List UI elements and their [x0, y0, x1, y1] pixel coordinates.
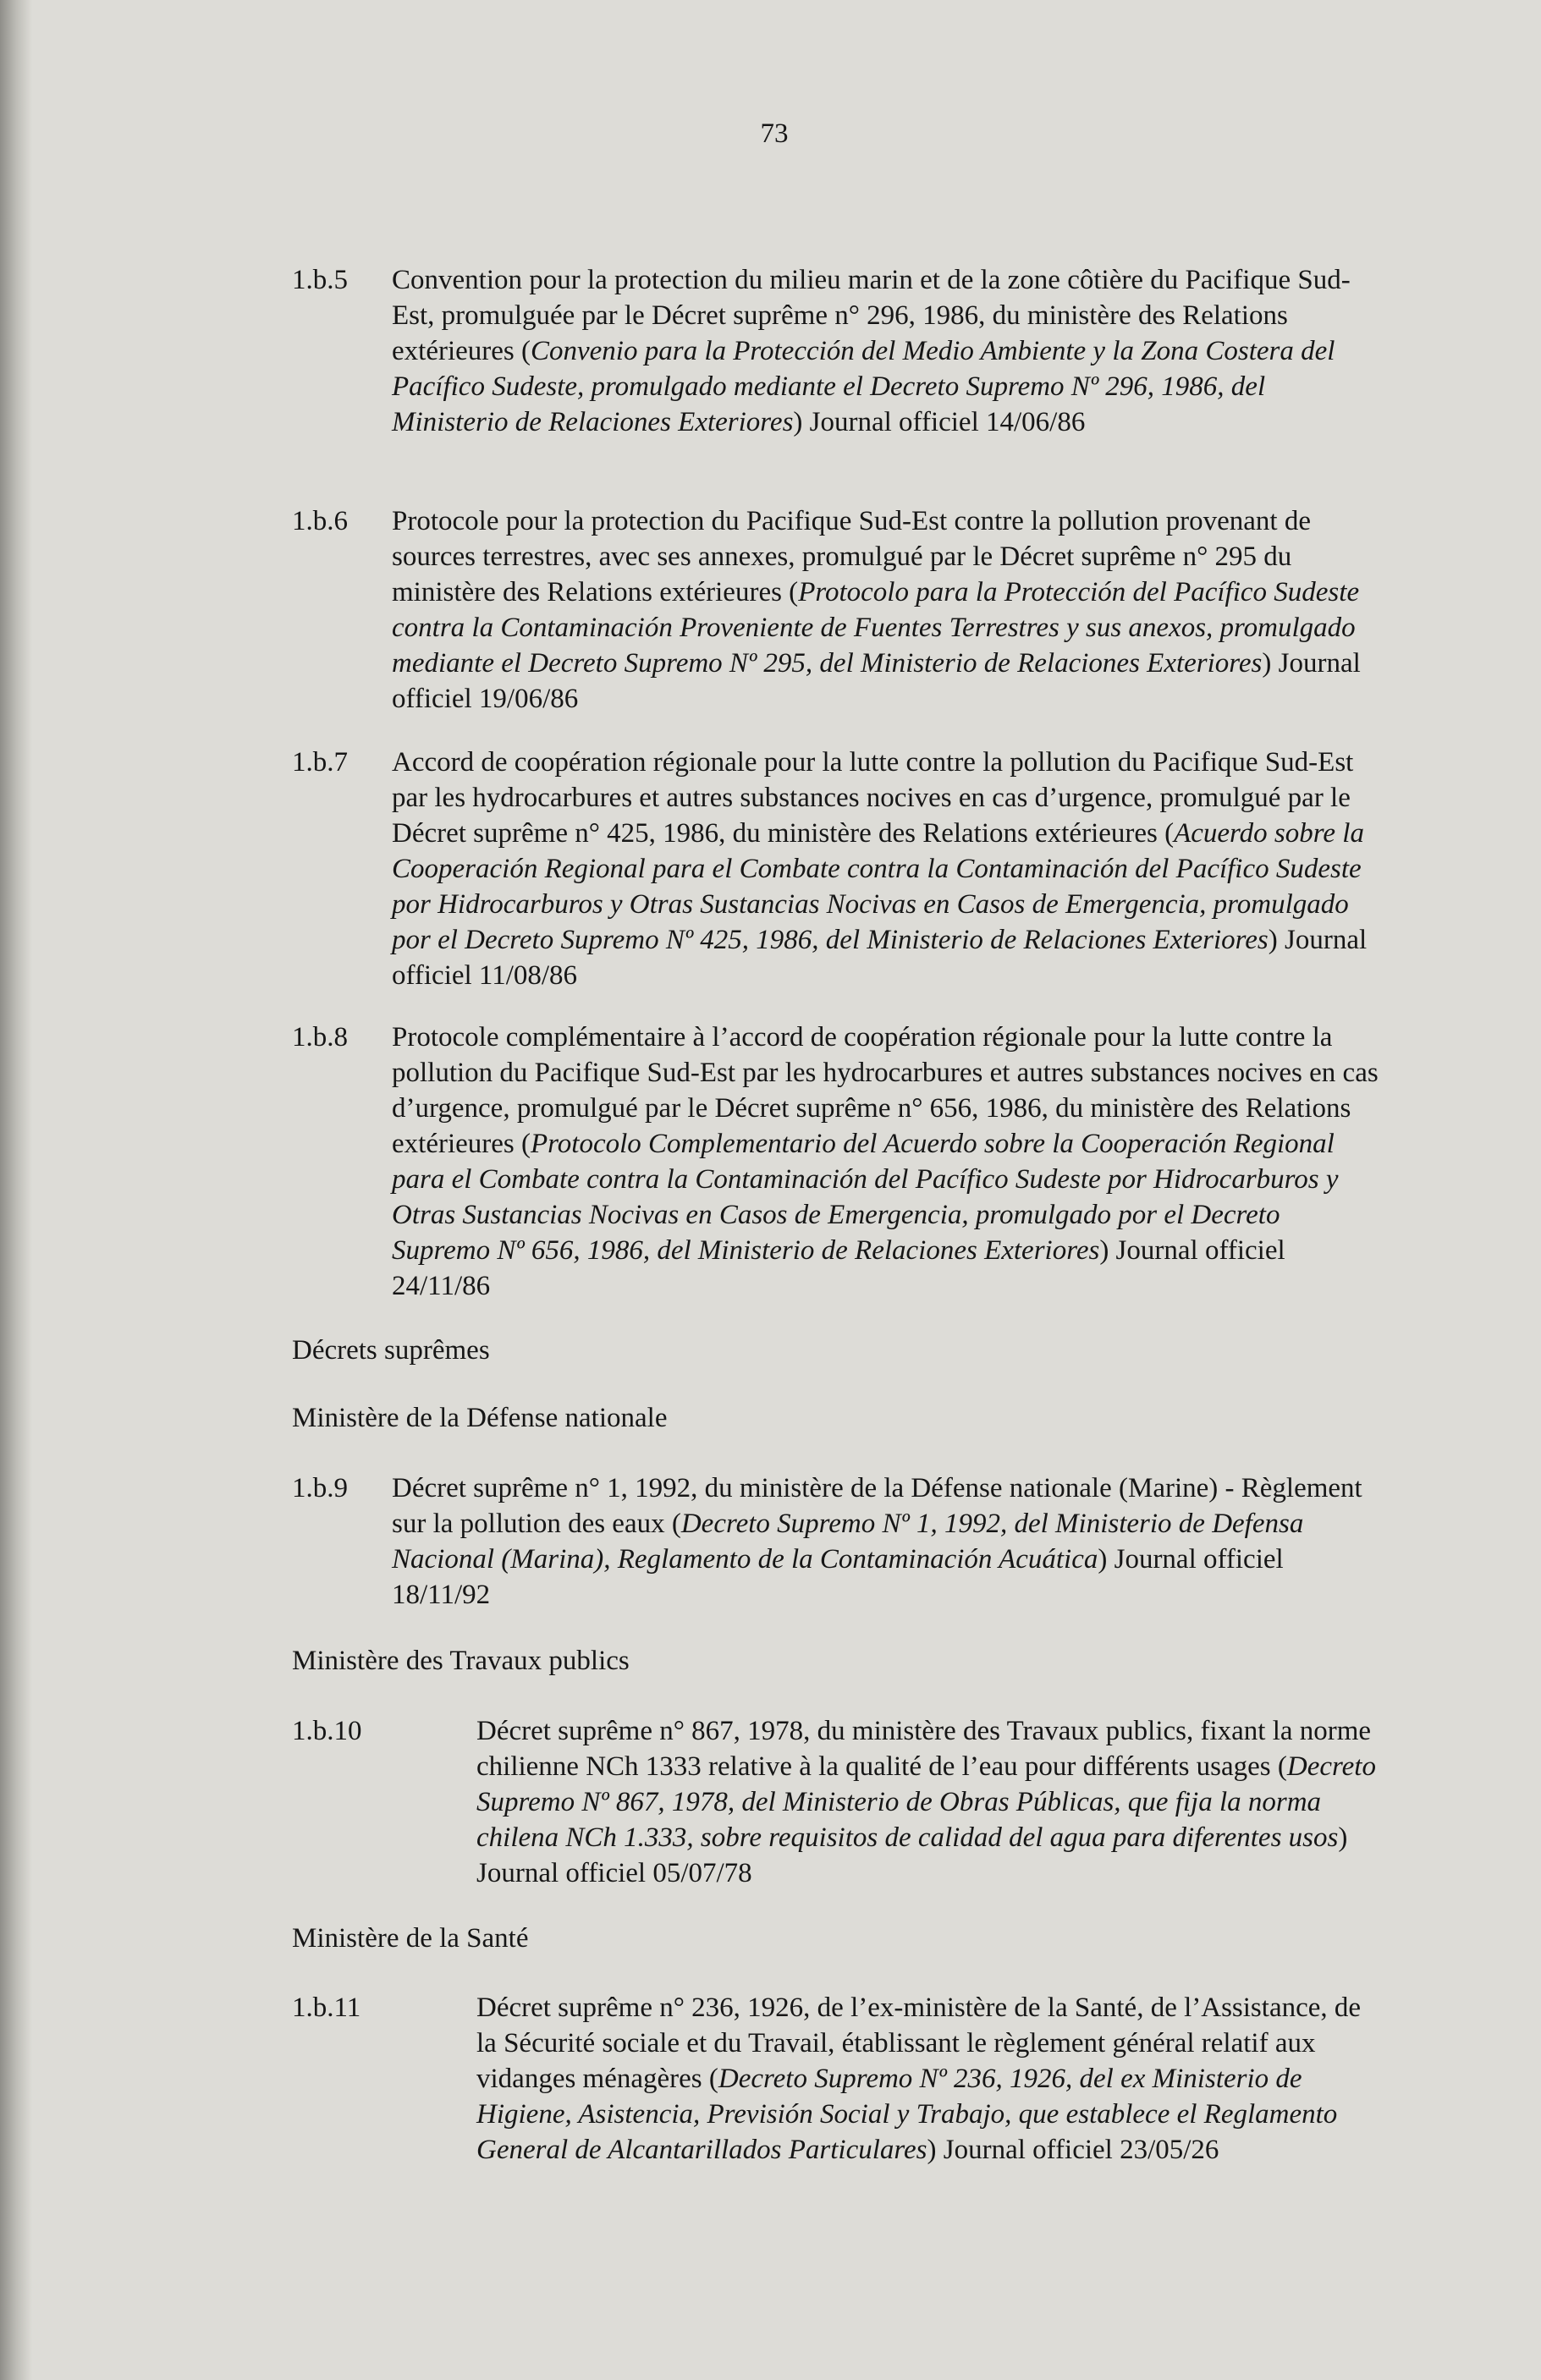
- entry-1b10: [292, 1713, 1384, 1891]
- entry-spanish-title: Protocolo para la Protección del Pacífico Sudeste contra la Contaminación Proveniente de Fuentes Terrestres y sus anexos, promulgado mediante el Decreto Supremo Nº 295, del Ministerio de Relaciones Exteriores: [392, 577, 1360, 679]
- entry-number: 1.b.7: [292, 747, 348, 778]
- entry-journal: ) Journal officiel 23/05/26: [927, 2135, 1219, 2165]
- entry-text: Protocole complémentaire à l’accord de coopération régionale pour la lutte contre la pollution du Pacifique Sud-Est par les hydrocarbures et autres substances nocives en cas d’urgence, promulgué par le Décret suprême n° 656, 1986, du ministère des Relations extérieures (: [392, 1022, 1379, 1159]
- entry-body: [392, 262, 1384, 440]
- entry-spanish-title: Decreto Supremo Nº 867, 1978, del Ministerio de Obras Públicas, que fija la norma chilena NCh 1.333, sobre requisitos de calidad del agua para diferentes usos: [476, 1751, 1376, 1853]
- entry-number: 1.b.10: [292, 1716, 362, 1746]
- entry-text: Décret suprême n° 1, 1992, du ministère de la Défense nationale (Marine) - Règlement sur la pollution des eaux (: [392, 1473, 1362, 1539]
- entry-number: 1.b.6: [292, 506, 348, 536]
- entry-body: [392, 1470, 1384, 1613]
- entry-journal: ) Journal officiel 11/08/86: [392, 925, 1368, 991]
- entry-journal: ) Journal officiel 18/11/92: [392, 1544, 1284, 1610]
- entry-1b5: [292, 262, 1384, 440]
- section-heading-sante: Ministère de la Santé: [292, 1923, 529, 1954]
- entry-1b7: [292, 745, 1384, 993]
- entry-journal: ) Journal officiel 14/06/86: [793, 407, 1086, 437]
- entry-1b11: [292, 1990, 1384, 2168]
- entry-number: 1.b.8: [292, 1022, 348, 1053]
- page-number: 73: [760, 118, 789, 149]
- binding-gutter: [0, 0, 32, 2380]
- section-heading-defense: Ministère de la Défense nationale: [292, 1403, 668, 1433]
- entry-body: [392, 745, 1384, 993]
- entry-spanish-title: Decreto Supremo Nº 236, 1926, del ex Ministerio de Higiene, Asistencia, Previsión Social y Trabajo, que establece el Reglamento General de Alcantarillados Particulares: [476, 2064, 1338, 2165]
- entry-body: [476, 1713, 1384, 1891]
- entry-spanish-title: Protocolo Complementario del Acuerdo sobre la Cooperación Regional para el Combate contra la Contaminación del Pacífico Sudeste por Hidrocarburos y Otras Sustancias Nocivas en Casos de Emergencia, promulgado por el Decreto Supremo Nº 656, 1986, del Ministerio de Relaciones Exteriores: [392, 1129, 1339, 1266]
- entry-number: 1.b.11: [292, 1992, 361, 2023]
- entry-spanish-title: Convenio para la Protección del Medio Ambiente y la Zona Costera del Pacífico Sudeste, promulgado mediante el Decreto Supremo Nº 296, 1986, del Ministerio de Relaciones Exteriores: [392, 336, 1335, 437]
- entry-1b6: [292, 503, 1384, 717]
- entry-journal: ) Journal officiel 05/07/78: [476, 1822, 1348, 1888]
- section-heading-travaux: Ministère des Travaux publics: [292, 1646, 630, 1676]
- entry-number: 1.b.9: [292, 1473, 348, 1503]
- entry-text: Protocole pour la protection du Pacifique Sud-Est contre la pollution provenant de sources terrestres, avec ses annexes, promulgué par le Décret suprême n° 295 du ministère des Relations extérieures (: [392, 506, 1311, 607]
- entry-spanish-title: Decreto Supremo Nº 1, 1992, del Ministerio de Defensa Nacional (Marina), Reglamento de la Contaminación Acuática: [392, 1509, 1304, 1575]
- entry-journal: ) Journal officiel 19/06/86: [392, 648, 1361, 714]
- entry-spanish-title: Acuerdo sobre la Cooperación Regional para el Combate contra la Contaminación del Pacífico Sudeste por Hidrocarburos y Otras Sustancias Nocivas en Casos de Emergencia, promulgado por el Decreto Supremo Nº 425, 1986, del Ministerio de Relaciones Exteriores: [392, 818, 1364, 955]
- entry-text: Décret suprême n° 867, 1978, du ministère des Travaux publics, fixant la norme chilienne NCh 1333 relative à la qualité de l’eau pour différents usages (: [476, 1716, 1372, 1782]
- entry-body: [392, 503, 1384, 717]
- entry-1b8: [292, 1020, 1384, 1304]
- entry-journal: ) Journal officiel 24/11/86: [392, 1235, 1285, 1301]
- entry-body: [476, 1990, 1384, 2168]
- entry-1b9: [292, 1470, 1384, 1613]
- entry-body: [392, 1020, 1384, 1304]
- entry-number: 1.b.5: [292, 265, 348, 295]
- entry-text: Convention pour la protection du milieu marin et de la zone côtière du Pacifique Sud-Est, promulguée par le Décret suprême n° 296, 1986, du ministère des Relations extérieures (: [392, 265, 1351, 366]
- entry-text: Décret suprême n° 236, 1926, de l’ex-ministère de la Santé, de l’Assistance, de la Sécurité sociale et du Travail, établissant le règlement général relatif aux vidanges ménagères (: [476, 1992, 1362, 2094]
- entry-text: Accord de coopération régionale pour la lutte contre la pollution du Pacifique Sud-Est par les hydrocarbures et autres substances nocives en cas d’urgence, promulgué par le Décret suprême n° 425, 1986, du ministère des Relations extérieures (: [392, 747, 1354, 849]
- section-heading-decrets: Décrets suprêmes: [292, 1335, 490, 1366]
